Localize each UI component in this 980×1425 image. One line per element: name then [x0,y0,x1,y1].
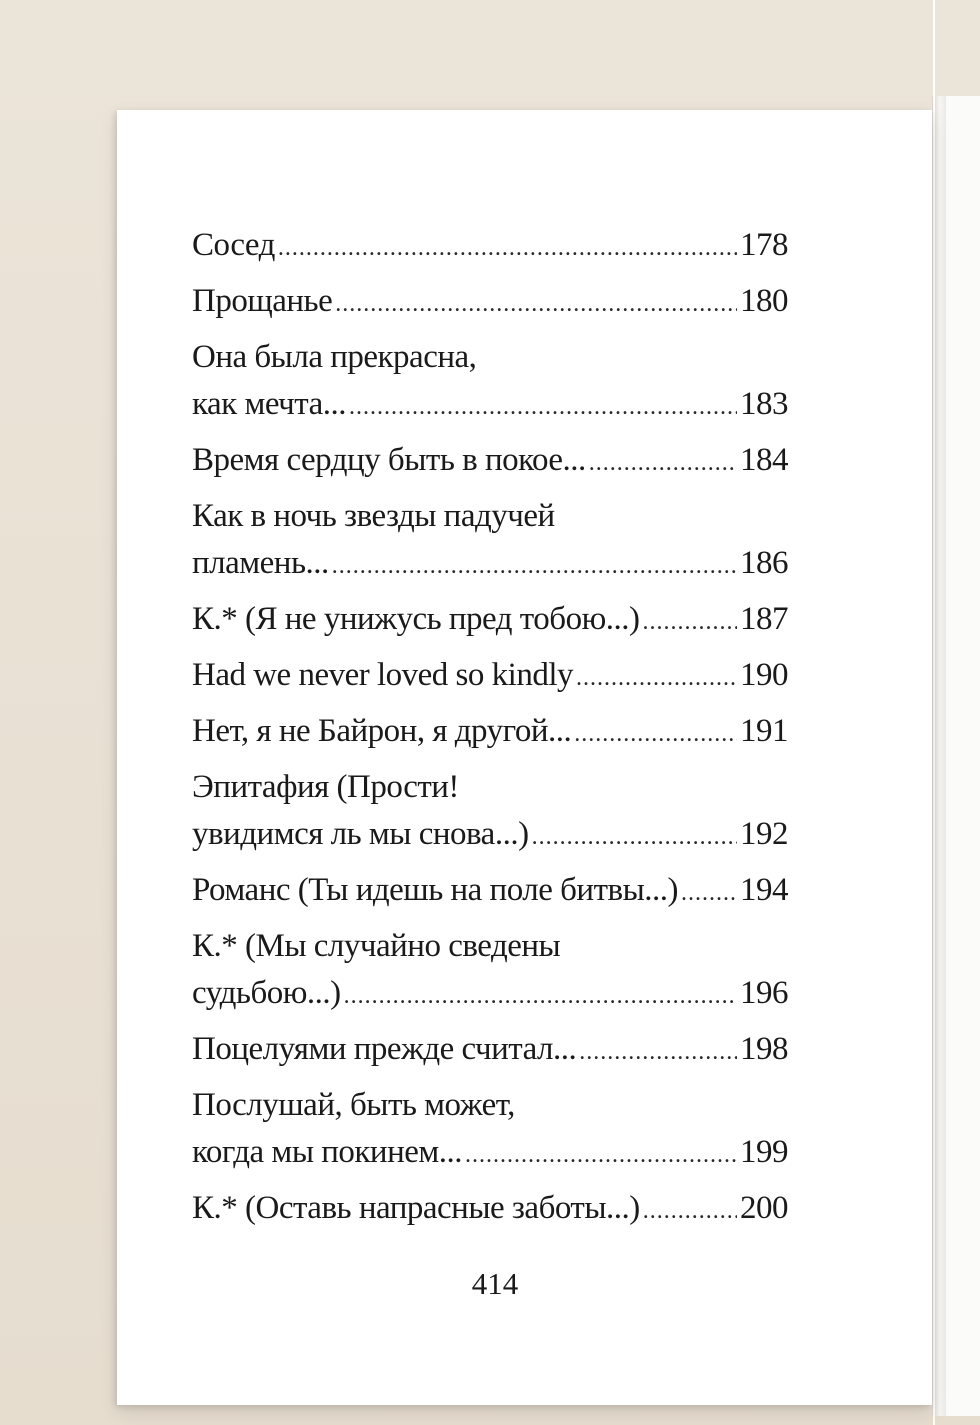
toc-entry [192,222,788,278]
toc-entry-title: Время сердцу быть в покое... [192,442,586,478]
toc-entry [192,596,788,652]
dot-leader [579,1029,737,1076]
toc-entry [192,867,788,923]
toc-entry-page: 194 [740,872,788,908]
table-of-contents [192,222,788,1241]
page-number: 414 [471,1266,519,1301]
toc-entry [192,1026,788,1082]
dot-leader [642,599,737,646]
toc-entry [192,437,788,493]
toc-entry [192,923,788,1026]
dot-leader [532,814,737,861]
dot-leader [344,973,737,1020]
toc-entry-title: Had we never loved so kindly [192,657,573,693]
spine-highlight [933,0,935,1425]
toc-entry-page: 178 [740,227,788,263]
toc-entry-title: Нет, я не Байрон, я другой... [192,713,572,749]
dot-leader [576,655,737,702]
toc-entry-title-line1: Эпитафия (Прости! [192,769,459,805]
dot-leader [465,1132,737,1179]
dot-leader [574,711,737,758]
toc-entry [192,1082,788,1185]
toc-entry-title: К.* (Я не унижусь пред тобою...) [192,601,640,637]
toc-entry-title-line1: К.* (Мы случайно сведены [192,928,561,964]
toc-entry-title: Поцелуями прежде считал... [192,1031,577,1067]
dot-leader [335,281,737,328]
toc-entry-title-line1: Как в ночь звезды падучей [192,498,555,534]
toc-entry-page: 192 [740,816,788,852]
toc-entry-page: 199 [740,1134,788,1170]
dot-leader [332,543,737,590]
toc-entry-title-line1: Послушай, быть может, [192,1087,515,1123]
toc-entry-page: 180 [740,283,788,319]
toc-entry-title: когда мы покинем... [192,1134,463,1170]
toc-entry-title: судьбою...) [192,975,341,1011]
toc-entry [192,1185,788,1241]
toc-entry-page: 190 [740,657,788,693]
toc-entry-title: Прощанье [192,283,333,319]
toc-entry-page: 187 [740,601,788,637]
toc-entry-title: как мечта... [192,386,346,422]
dot-leader [681,870,737,917]
toc-entry-title-line1: Она была прекрасна, [192,339,477,375]
toc-entry-title: Сосед [192,227,275,263]
dot-leader [349,384,737,431]
toc-entry-page: 191 [740,713,788,749]
toc-entry-page: 196 [740,975,788,1011]
toc-entry-page: 184 [740,442,788,478]
toc-entry-title: увидимся ль мы снова...) [192,816,529,852]
toc-entry [192,334,788,437]
toc-entry [192,652,788,708]
toc-entry-page: 183 [740,386,788,422]
dot-leader [589,440,737,487]
toc-entry-title: пламень... [192,545,329,581]
toc-entry-page: 198 [740,1031,788,1067]
facing-page-edge [946,96,980,1416]
toc-entry [192,493,788,596]
toc-entry-title: К.* (Оставь напрасные заботы...) [192,1190,640,1226]
toc-entry-title: Романс (Ты идешь на поле битвы...) [192,872,679,908]
toc-entry [192,278,788,334]
toc-entry [192,764,788,867]
dot-leader [278,225,737,272]
dot-leader [643,1188,737,1235]
toc-entry-page: 186 [740,545,788,581]
toc-entry [192,708,788,764]
toc-entry-page: 200 [740,1190,788,1226]
